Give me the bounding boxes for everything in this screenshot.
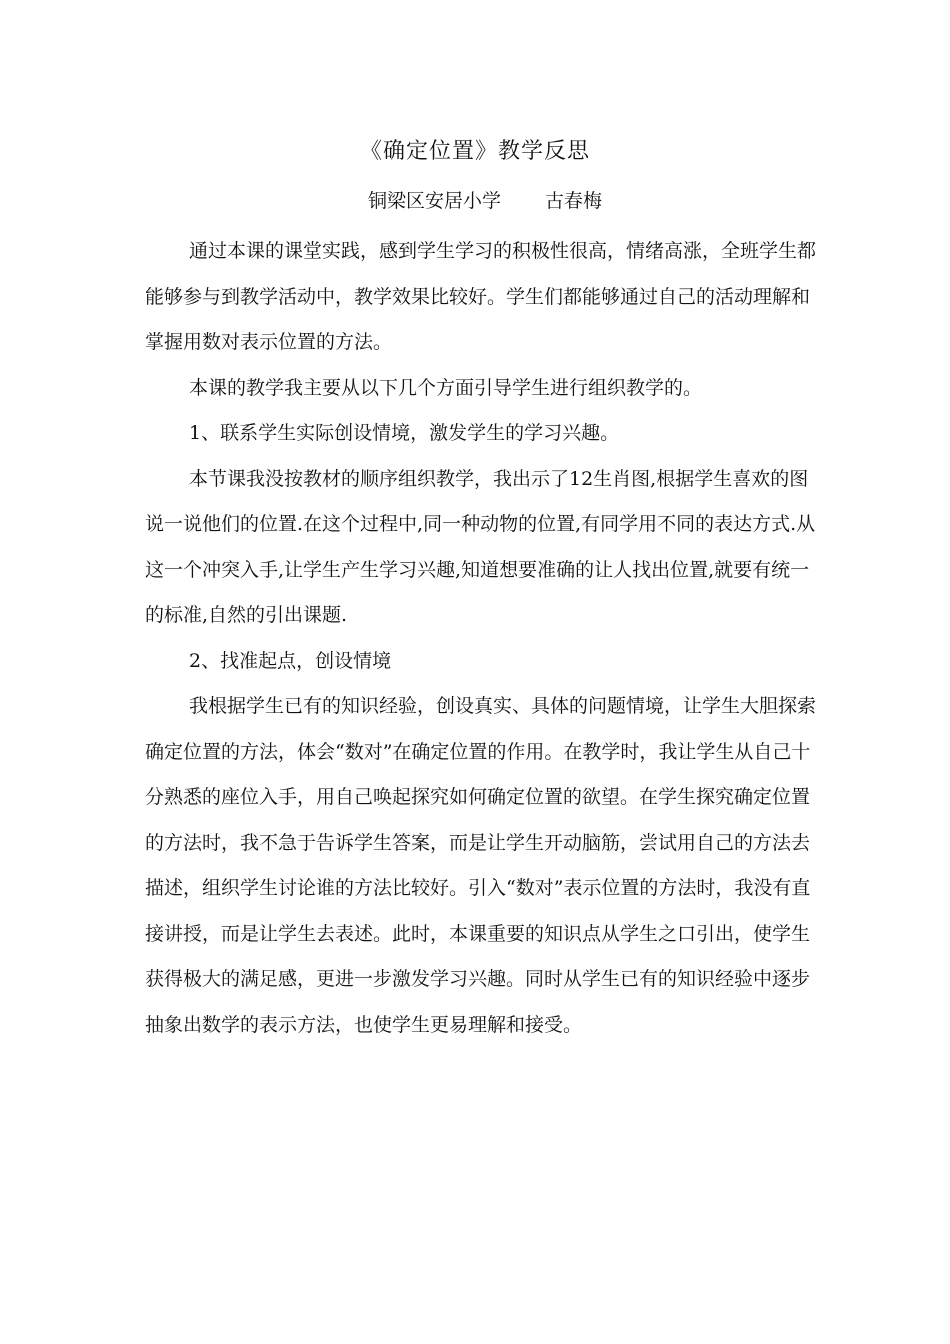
document-body xyxy=(145,229,825,1048)
paragraph-point-2: 我根据学生已有的知识经验，创设真实、具体的问题情境，让学生大胆探索确定位置的方法，体会“数对”在确定位置的作用。在教学时，我让学生从自己十分熟悉的座位入手，用自己唤起探究如何确定位置的欲望。在学生探究确定位置的方法时，我不急于告诉学生答案，而是让学生开动脑筋，尝试用自己的方法去描述，组织学生讨论谁的方法比较好。引入“数对”表示位置的方法时，我没有直接讲授，而是让学生去表述。此时，本课重要的知识点从学生之口引出，使学生获得极大的满足感，更进一步激发学习兴趣。同时从学生已有的知识经验中逐步抽象出数学的表示方法，也使学生更易理解和接受。 xyxy=(145,695,817,1036)
paragraph-intro: 通过本课的课堂实践，感到学生学习的积极性很高，情绪高涨，全班学生都能够参与到教学活动中，教学效果比较好。学生们都能够通过自己的活动理解和掌握用数对表示位置的方法。 xyxy=(145,240,817,353)
heading-point-2: 2、找准起点，创设情境 xyxy=(189,649,392,672)
author-byline xyxy=(368,186,602,213)
paragraph-point-1: 本节课我没按教材的顺序组织教学，我出示了12生肖图,根据学生喜欢的图说一说他们的位置.在这个过程中,同一种动物的位置,有同学用不同的表达方式.从这一个冲突入手,让学生产生学习兴趣,知道想要准确的让人找出位置,就要有统一的标准,自然的引出课题. xyxy=(145,467,816,626)
author-school: 铜梁区安居小学 xyxy=(368,190,502,212)
document-title: 《确定位置》教学反思 xyxy=(359,139,590,164)
heading-point-1: 1、联系学生实际创设情境，激发学生的学习兴趣。 xyxy=(189,422,620,444)
paragraph-overview: 本课的教学我主要从以下几个方面引导学生进行组织教学的。 xyxy=(189,376,703,399)
author-name: 古春梅 xyxy=(545,190,603,212)
